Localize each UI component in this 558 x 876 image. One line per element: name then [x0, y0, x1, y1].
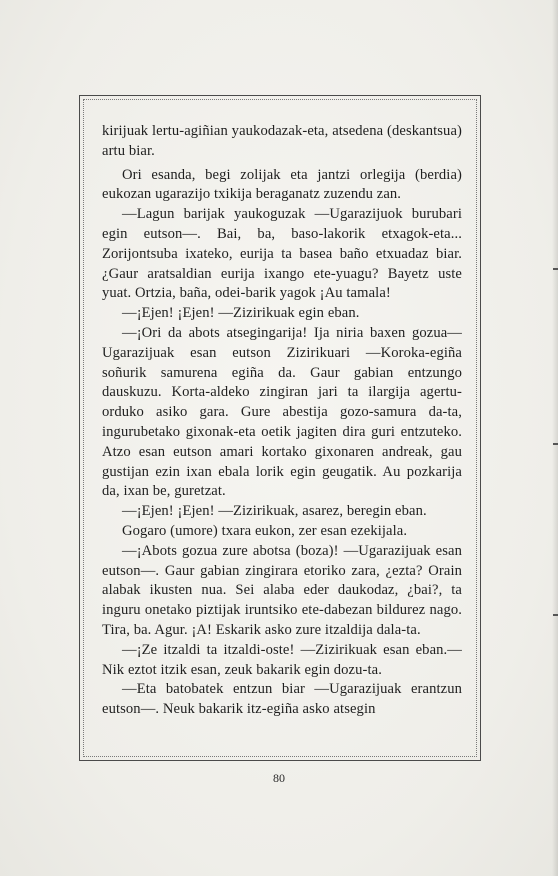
paragraph: —¡Ze itzaldi ta itzaldi-oste! —Zizirikuak esan eban.— Nik eztot itzik esan, zeuk bakarik egin dozu-ta. — [102, 641, 462, 678]
paragraph: —Eta batobatek entzun biar —Ugarazijuak erantzun eutson—. Neuk bakarik itz-egiña asko atsegin — [102, 681, 462, 718]
body-text — [102, 122, 462, 720]
page-number: 80 — [273, 771, 285, 785]
paragraph: Gogaro (umore) txara eukon, zer esan ezekijala. — [122, 522, 408, 539]
paragraph: kirijuak lertu-agiñian yaukodazak-eta, atsedena (deskantsua) artu biar. — [102, 123, 462, 159]
paragraph: —¡Ejen! ¡Ejen! —Zizirikuak egin eban. — [122, 305, 360, 322]
paragraph: Ori esanda, begi zolijak eta jantzi orlegija (berdia) eukozan ugarazijo txikija beraganatz zuzendu zan. — [102, 166, 462, 203]
paragraph: —¡Ori da abots atsegingarija! Ija niria baxen gozua—Ugarazijuak esan eutson Zizirikuari —Koroka-egiña soñurik samurena egiña da. Gaur gabian entzungo dauskuzu. Korta-aldeko zingiran jari ta ilargija agertu-orduko asiko gara. Gure abestija gozo-samura da-ta, ingurubetako gixonak-eta oetik jagiten dira guri entzuteko. Atzo esan eutson amari kortako gixonaren andreak, gau gustijan ezin ixan ebala lorik egin geugatik. Au pozkarija da, ixan be, guretzat. — [102, 324, 462, 500]
paragraph: —Lagun barijak yaukoguzak —Ugarazijuok burubari egin eutson—. Bai, ba, baso-lakorik etxagok-eta... Zorijontsuba ixateko, eurija ta basea baño etxuadaz biar. ¿Gaur aratsaldian eurija ixango ete-yuagu? Bayetz uste yuat. Ortzia, baña, odei-barik yagok ¡Au tamala! — [102, 206, 462, 302]
binding-shadow — [552, 0, 558, 876]
paragraph: —¡Abots gozua zure abotsa (boza)! —Ugarazijuak esan eutson—. Gaur gabian zingirara etoriko zara, ¿ezta? Orain alabak ikusten nua. Sei alaba eder daukodaz, ¿bai?, ta inguru onetako piztijak iruntsiko ete-dabezan bildurez nago. Tira, ba. Agur. ¡A! Eskarik asko zure itzaldija dala-ta. — [102, 542, 462, 638]
edge-mark — [553, 268, 558, 270]
edge-mark — [553, 443, 558, 445]
edge-mark — [553, 614, 558, 616]
paragraph: —¡Ejen! ¡Ejen! —Zizirikuak, asarez, beregin eban. — [122, 503, 427, 520]
